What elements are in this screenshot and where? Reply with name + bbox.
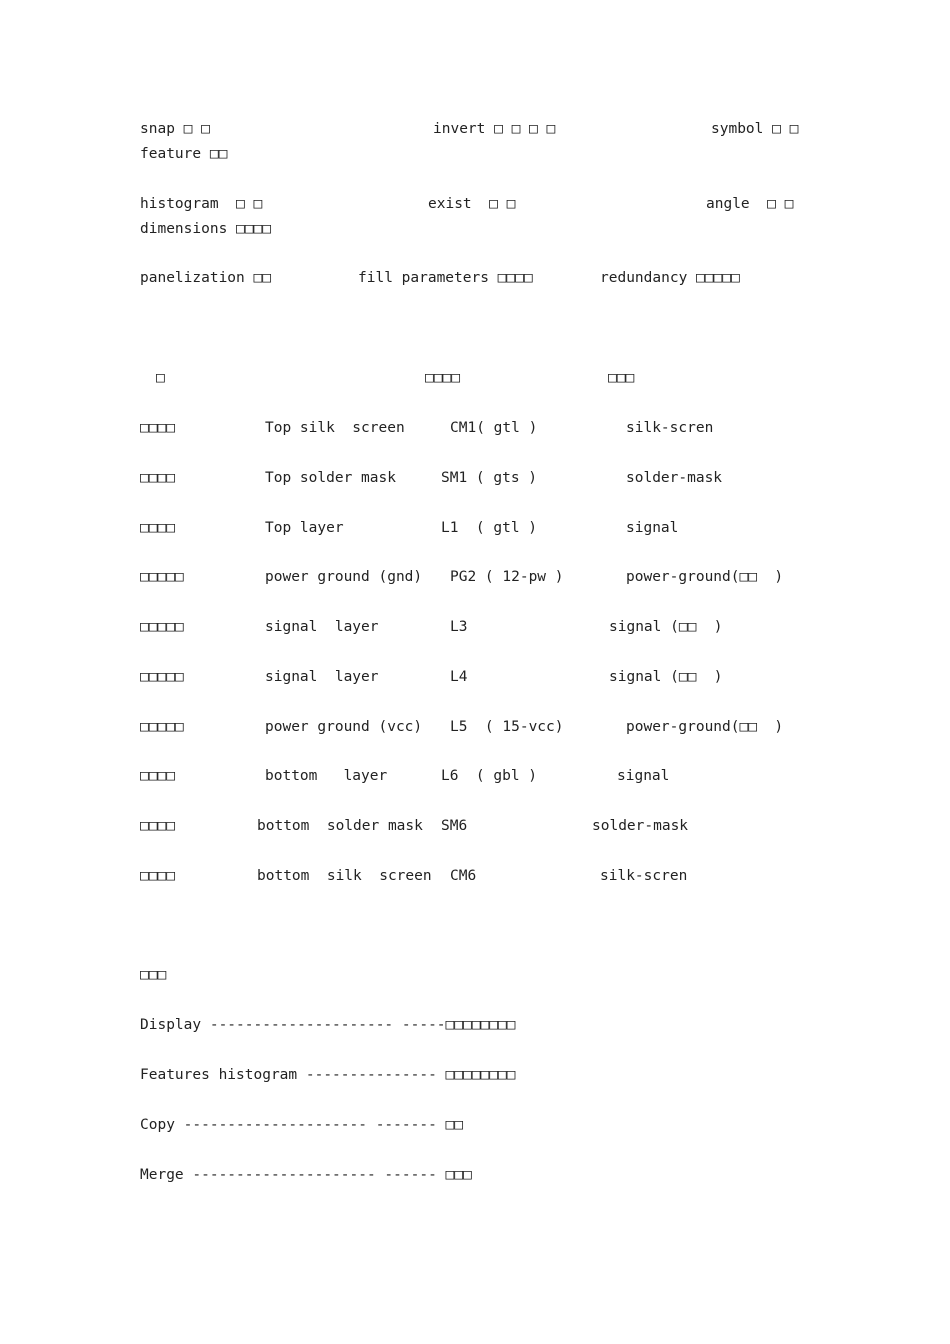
row-name: signal layer xyxy=(265,619,379,635)
row-name: Top silk screen xyxy=(265,420,405,436)
glossary-exist: exist □ □ xyxy=(428,196,516,212)
table-header-name: □□□□ xyxy=(425,370,460,386)
row-type: silk-scren xyxy=(626,420,714,436)
row-cn: □□□□ xyxy=(140,768,175,784)
row-code: L1 ( gtl ) xyxy=(441,520,538,536)
row-code: SM6 xyxy=(441,818,468,834)
glossary-redundancy: redundancy □□□□□ xyxy=(600,270,740,286)
row-cn: □□□□□ xyxy=(140,669,184,685)
row-name: power ground (gnd) xyxy=(265,569,423,585)
row-type: power-ground(□□ ) xyxy=(626,569,784,585)
row-type: power-ground(□□ ) xyxy=(626,719,784,735)
row-name: power ground (vcc) xyxy=(265,719,423,735)
glossary-dimensions: dimensions □□□□ xyxy=(140,221,271,237)
row-name: Top layer xyxy=(265,520,344,536)
row-code: SM1 ( gts ) xyxy=(441,470,538,486)
row-type: solder-mask xyxy=(626,470,723,486)
row-type: signal (□□ ) xyxy=(609,619,723,635)
row-code: L4 xyxy=(450,669,468,685)
row-cn: □□□□□ xyxy=(140,719,184,735)
row-code: L3 xyxy=(450,619,468,635)
glossary-invert: invert □ □ □ □ xyxy=(433,121,556,137)
table-header-layer: □ xyxy=(156,370,165,386)
menu-item-features-histogram: Features histogram --------------- □□□□□□□□ xyxy=(140,1067,516,1083)
menu-item-copy: Copy --------------------- ------- □□ xyxy=(140,1117,464,1133)
row-type: signal (□□ ) xyxy=(609,669,723,685)
row-type: signal xyxy=(626,520,679,536)
row-name: Top solder mask xyxy=(265,470,396,486)
glossary-histogram: histogram □ □ xyxy=(140,196,263,212)
row-cn: □□□□ xyxy=(140,420,175,436)
menu-section-heading: □□□ xyxy=(140,967,167,983)
table-header-type: □□□ xyxy=(608,370,635,386)
row-cn: □□□□ xyxy=(140,868,175,884)
row-cn: □□□□□ xyxy=(140,619,184,635)
glossary-snap: snap □ □ xyxy=(140,121,210,137)
row-code: CM1( gtl ) xyxy=(450,420,538,436)
row-code: CM6 xyxy=(450,868,477,884)
glossary-fill-parameters: fill parameters □□□□ xyxy=(358,270,533,286)
row-type: solder-mask xyxy=(592,818,689,834)
row-name: bottom layer xyxy=(265,768,388,784)
glossary-panelization: panelization □□ xyxy=(140,270,271,286)
row-cn: □□□□ xyxy=(140,818,175,834)
row-name: bottom solder mask xyxy=(257,818,423,834)
glossary-feature: feature □□ xyxy=(140,146,228,162)
row-type: silk-scren xyxy=(600,868,688,884)
row-cn: □□□□□ xyxy=(140,569,184,585)
row-code: L5 ( 15-vcc) xyxy=(450,719,564,735)
row-name: bottom silk screen xyxy=(257,868,432,884)
glossary-symbol: symbol □ □ xyxy=(711,121,799,137)
row-name: signal layer xyxy=(265,669,379,685)
row-code: L6 ( gbl ) xyxy=(441,768,538,784)
glossary-angle: angle □ □ xyxy=(706,196,794,212)
menu-item-merge: Merge --------------------- ------ □□□ xyxy=(140,1167,472,1183)
row-cn: □□□□ xyxy=(140,520,175,536)
row-cn: □□□□ xyxy=(140,470,175,486)
row-type: signal xyxy=(617,768,670,784)
row-code: PG2 ( 12-pw ) xyxy=(450,569,564,585)
menu-item-display: Display --------------------- -----□□□□□□□□ xyxy=(140,1017,516,1033)
